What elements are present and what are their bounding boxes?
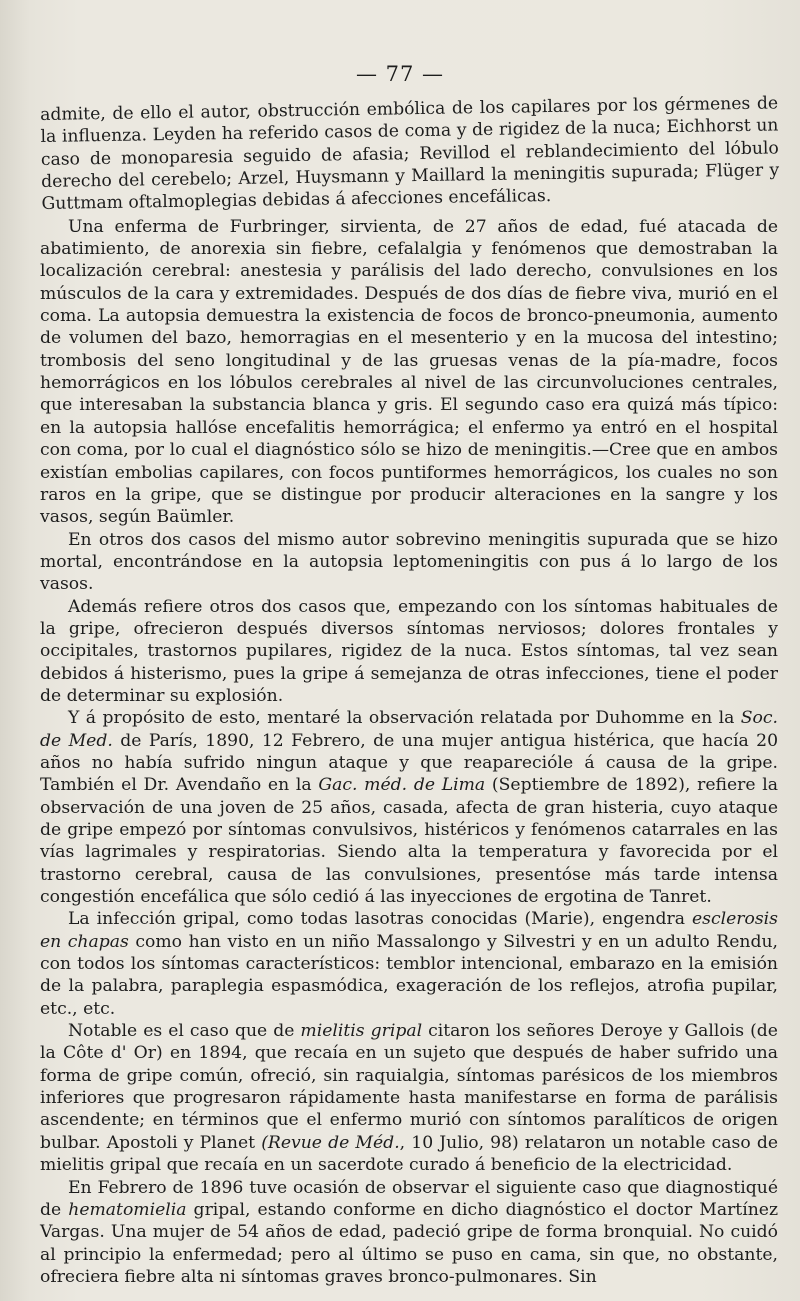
page-number: — 77 — <box>355 62 445 86</box>
paragraph <box>40 529 778 596</box>
text-run: gripal, estando conforme en dicho diagnóstico el doctor Martínez Vargas. Una mujer de 54 años de edad, padeció gripe de forma bronquial. No cuidó al principio la enfermedad; pero al último se puso en cama, sin que, no obstante, ofreciera fiebre alta ni síntomas graves bronco-pulmonares. Sin <box>40 1199 779 1287</box>
paragraph <box>40 1020 778 1176</box>
text-run: Notable es el caso que de <box>68 1021 301 1042</box>
italic-text: hematomielia <box>68 1199 187 1220</box>
text-run: La infección gripal, como todas lasotras conocidas (Marie), engendra <box>68 909 692 930</box>
text-run: Además refiere otros dos casos que, empezando con los síntomas habituales de la gripe, ofrecieron después diversos síntomas nerviosos; dolores frontales y occipitales, trastornos pupilares, rigidez de la nuca. Estos síntomas, tal vez sean debidos á histerismo, pues la gripe á semejanza de otras infecciones, tiene el poder de determinar su explosión. <box>40 596 778 706</box>
paragraph <box>40 1177 778 1289</box>
text-run: admite, de ello el autor, obstrucción embólica de los capilares por los gérmenes de la influenza. Leyden ha referido casos de coma y de rigidez de la nuca; Eichhorst un caso de monoparesia seguido de afasia; Revillod el reblandecimiento del lóbulo derecho del cerebelo; Arzel, Huysmann y Maillard la meningitis supurada; Flüger y Guttmam oftalmoplegias debidas á afecciones encefálicas. <box>40 93 780 215</box>
text-run: En otros dos casos del mismo autor sobrevino meningitis supurada que se hizo mortal, encontrándose en la autopsia leptomeningitis con pus á lo largo de los vasos. <box>40 529 778 595</box>
text-run: citaron los señores Deroye y Gallois (de la Côte d' Or) en 1894, que recaía en un sujeto que después de haber sufrido una forma de gripe común, ofreció, sin raquialgia, síntomas parésicos de los miembros inferiores que progresaron rápidamente hasta manifestarse en forma de parálisis ascendente; en términos que el enfermo murió con síntomos paralíticos de origen bulbar. Apostoli y Planet <box>40 1021 778 1153</box>
paragraph <box>40 596 778 708</box>
text-run: , 10 Julio, 98) relataron un notable caso de mielitis gripal que recaía en un sacerdote curado á beneficio de la electricidad. <box>40 1132 778 1176</box>
text-run: como han visto en un niño Massalongo y Silvestri y en un adulto Rendu, con todos los síntomas característicos: temblor intencional, embarazo en la emisión de la palabra, paraplegia espasmódica, exageración de los reflejos, atrofia pupilar, etc., etc. <box>40 931 778 1019</box>
paragraph <box>40 707 778 908</box>
italic-text: Soc. de Med. <box>40 708 778 751</box>
italic-text: esclerosis en chapas <box>40 909 778 952</box>
text-run: (Septiembre de 1892), refiere la observación de una joven de 25 años, casada, afecta de gran histeria, cuyo ataque de gripe empezó por síntomas convulsivos, histéricos y fenómenos catarrales en las vías lagrimales y respiratorias. Siendo alta la temperatura y favorecida por el trastorno cerebral, causa de las convulsiones, presentóse más tarde intensa congestión encefálica que sólo cedió á las inyecciones de ergotina de Tanret. <box>40 775 778 908</box>
text-run: Y á propósito de esto, mentaré la observación relatada por Duhomme en la <box>68 708 741 729</box>
body-text <box>40 93 780 1288</box>
text-run: Una enferma de Furbringer, sirvienta, de 27 años de edad, fué atacada de abatimiento, de anorexia sin fiebre, cefalalgia y fenómenos que demostraban la localización cerebral: anestesia y parálisis del lado derecho, convulsiones en los músculos de la cara y extremidades. Después de dos días de fiebre viva, murió en el coma. La autopsia demuestra la existencia de focos de bronco-pneumonia, aumento de volumen del bazo, hemorragias en el mesenterio y en la mucosa del intestino; trombosis del seno longitudinal y de las gruesas venas de la pía-madre, focos hemorrágicos en los lóbulos cerebrales al nivel de las circunvoluciones centrales, que interesaban la substancia blanca y gris. El segundo caso era quizá más típico: en la autopsia hallóse encefalitis hemorrágica; el enfermo ya entró en el hospital con coma, por lo cual el diagnóstico sólo se hizo de meningitis.—Cree que en ambos existían embolias capilares, con focos puntiformes hemorrágicos, los cuales no son raros en la gripe, que se distingue por producir alteraciones en la sangre y los vasos, según Baümler. <box>40 216 778 528</box>
text-run: de París, 1890, 12 Febrero, de una mujer antigua histérica, que hacía 20 años no había sufrido ningun ataque y que reapareciόle á causa de la gripe. También el Dr. Avendaño en la <box>40 730 778 796</box>
text-run: En Febrero de 1896 tuve ocasión de observar el siguiente caso que diagnostiqué de <box>40 1177 778 1220</box>
paragraph <box>40 908 778 1020</box>
paragraph <box>40 92 780 215</box>
paragraph <box>40 216 778 529</box>
italic-text: (Revue de Méd. <box>261 1132 400 1153</box>
italic-text: Gac. méd. de Lima <box>318 775 486 796</box>
italic-text: mielitis gripal <box>300 1021 423 1042</box>
